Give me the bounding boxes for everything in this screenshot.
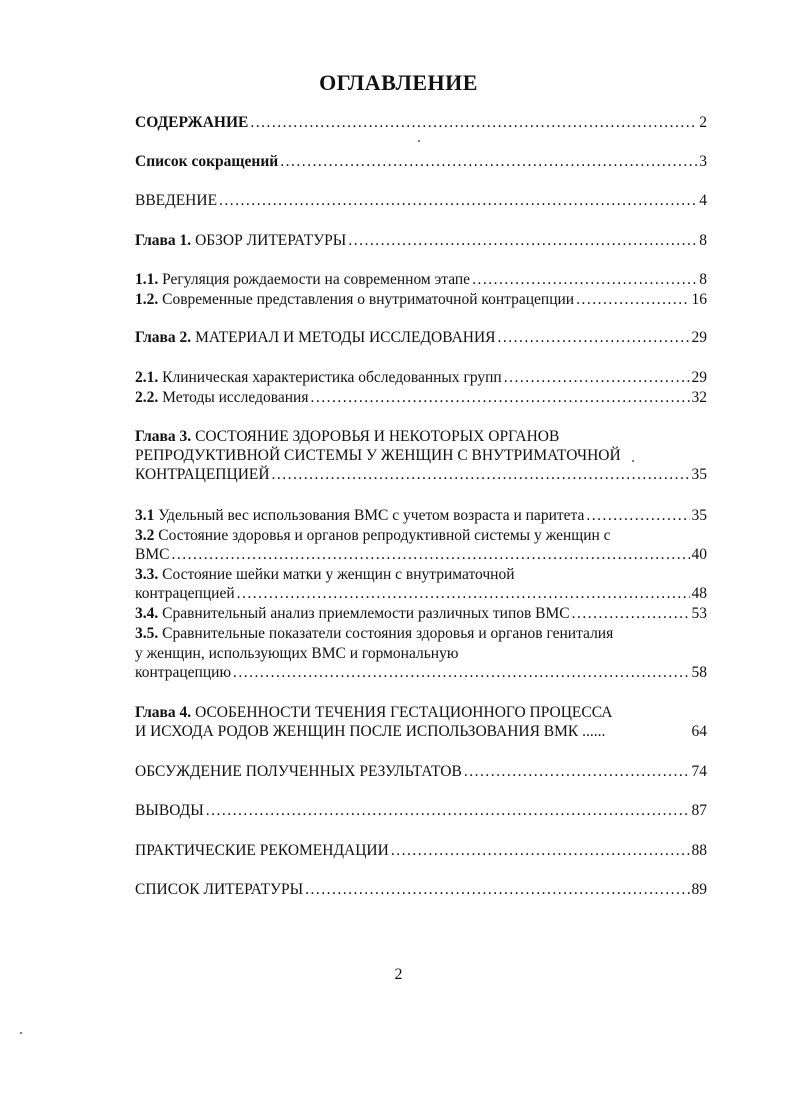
leader-dots — [250, 113, 697, 132]
toc-entry-abbreviations[interactable] — [135, 152, 707, 171]
toc-entry-3-1[interactable] — [135, 506, 707, 525]
toc-entry-label: КОНТРАЦЕПЦИЕЙ — [135, 466, 270, 483]
leader-dots — [305, 880, 689, 899]
toc-entry-1-2[interactable] — [135, 290, 707, 309]
leader-dots — [576, 290, 689, 309]
toc-entry-conclusions[interactable] — [135, 801, 707, 820]
leader-dots — [206, 801, 690, 820]
toc-entry-number: 3.5. — [135, 625, 159, 642]
toc-entry-references[interactable] — [135, 880, 707, 899]
toc-entry-label: Методы исследования — [162, 389, 309, 406]
toc-entry-text — [135, 506, 584, 525]
toc-entry-text — [135, 604, 570, 623]
toc-entry-chapter-3-line-3[interactable] — [135, 465, 707, 484]
toc-entry-label: ПРАКТИЧЕСКИЕ РЕКОМЕНДАЦИИ — [135, 842, 389, 859]
toc-entry-page: 8 — [699, 271, 707, 288]
leader-dots — [464, 762, 690, 781]
toc-entry-3-4[interactable] — [135, 604, 707, 623]
scan-artifact — [632, 460, 634, 462]
toc-entry-label: СПИСОК ЛИТЕРАТУРЫ — [135, 881, 304, 898]
toc-entry-3-2-line-2[interactable] — [135, 545, 707, 564]
leader-dots — [472, 270, 697, 289]
toc-entry-label: Сравнительные показатели состояния здоровья и органов гениталия — [162, 625, 614, 642]
page-title: ОГЛАВЛЕНИЕ — [319, 70, 478, 95]
toc-entry-text — [135, 231, 346, 250]
toc-entry-label: ОБСУЖДЕНИЕ ПОЛУЧЕННЫХ РЕЗУЛЬТАТОВ — [135, 763, 462, 780]
toc-entry-label: Удельный вес использования ВМС с учетом возраста и паритета — [158, 507, 585, 524]
toc-entry-label: ВЫВОДЫ — [135, 802, 204, 819]
toc-entry-3-3-line-1[interactable] — [135, 565, 515, 584]
toc-entry-page: 58 — [691, 664, 707, 681]
toc-entry-label: Состояние здоровья и органов репродуктивной системы у женщин с — [158, 527, 611, 544]
toc-entry-page: 29 — [691, 369, 707, 386]
toc-entry-number: Глава 2. — [135, 329, 192, 346]
toc-entry-3-2-line-1[interactable] — [135, 526, 611, 545]
leader-dots — [498, 328, 690, 347]
toc-entry-label: контрацепцией — [135, 585, 235, 602]
toc-entry-label: ВМС — [135, 546, 170, 563]
toc-entry-page: 2 — [699, 114, 707, 131]
toc-entry-label: Список сокращений — [135, 153, 279, 170]
leader-dots — [391, 841, 690, 860]
toc-entry-page: 88 — [691, 842, 707, 859]
toc-entry-number: 2.1. — [135, 369, 159, 386]
toc-entry-label: контрацепцию — [135, 664, 232, 681]
toc-entry-2-1[interactable] — [135, 368, 707, 387]
toc-entry-1-1[interactable] — [135, 270, 707, 289]
toc-entry-introduction[interactable] — [135, 191, 707, 210]
toc-entry-number: 2.2. — [135, 389, 159, 406]
toc-entry-number: 3.3. — [135, 566, 159, 583]
toc-entry-number: 3.1 — [135, 507, 155, 524]
toc-entry-2-2[interactable] — [135, 388, 707, 407]
toc-entry-recommendations[interactable] — [135, 841, 707, 860]
toc-entry-label: РЕПРОДУКТИВНОЙ СИСТЕМЫ У ЖЕНЩИН С ВНУТРИМАТОЧНОЙ — [135, 447, 621, 464]
toc-entry-number: Глава 4. — [135, 704, 192, 721]
leader-dots — [219, 191, 697, 210]
toc-entry-page: 35 — [691, 466, 707, 483]
toc-entry-label: Современные представления о внутриматочной контрацепции — [162, 291, 575, 308]
toc-entry-label: у женщин, использующих ВМС и гормональную — [135, 645, 459, 662]
toc-entry-page: 32 — [691, 389, 707, 406]
scan-artifact — [418, 140, 420, 142]
toc-entry-label: ВВЕДЕНИЕ — [135, 192, 218, 209]
toc-entry-page: 8 — [699, 232, 707, 249]
toc-entry-page: 35 — [691, 507, 707, 524]
toc-entry-label: СОДЕРЖАНИЕ — [135, 114, 249, 131]
toc-entry-3-3-line-2[interactable] — [135, 584, 707, 603]
leader-dots — [237, 584, 690, 603]
leader-dots — [280, 152, 697, 171]
toc-entry-chapter-1[interactable] — [135, 231, 707, 250]
toc-entry-label: И ИСХОДА РОДОВ ЖЕНЩИН ПОСЛЕ ИСПОЛЬЗОВАНИЯ ВМК ...... — [135, 723, 606, 740]
toc-entry-page: 87 — [691, 802, 707, 819]
toc-entry-page: 4 — [699, 192, 707, 209]
toc-entry-discussion[interactable] — [135, 762, 707, 781]
toc-entry-chapter-3-line-1[interactable] — [135, 427, 559, 446]
leader-dots — [272, 465, 690, 484]
toc-entry-text — [135, 290, 574, 309]
toc-entry-text — [135, 388, 308, 407]
leader-dots — [572, 604, 690, 623]
toc-entry-chapter-4-line-1[interactable] — [135, 703, 613, 722]
toc-entry-number: Глава 3. — [135, 428, 192, 445]
toc-entry-text — [135, 270, 470, 289]
page-number: 2 — [394, 966, 403, 983]
toc-entry-chapter-4-line-2[interactable] — [135, 722, 707, 741]
toc-entry-text — [135, 368, 502, 387]
leader-dots — [504, 368, 690, 387]
toc-entry-page: 29 — [691, 329, 707, 346]
toc-entry-number: 3.4. — [135, 605, 159, 622]
leader-dots — [348, 231, 697, 250]
toc-entry-number: 3.2 — [135, 527, 155, 544]
toc-entry-number: 1.2. — [135, 291, 159, 308]
scan-artifact — [20, 1032, 22, 1034]
toc-entry-number: Глава 1. — [135, 232, 192, 249]
toc-entry-3-5-line-2[interactable] — [135, 644, 458, 663]
toc-entry-page: 16 — [691, 291, 707, 308]
leader-dots — [310, 388, 689, 407]
toc-entry-chapter-2[interactable] — [135, 328, 707, 347]
toc-entry-label: ОСОБЕННОСТИ ТЕЧЕНИЯ ГЕСТАЦИОННОГО ПРОЦЕССА — [195, 704, 613, 721]
toc-entry-3-5-line-1[interactable] — [135, 624, 613, 643]
toc-entry-page: 48 — [691, 585, 707, 602]
toc-entry-page: 53 — [691, 605, 707, 622]
toc-entry-label: Сравнительный анализ приемлемости различных типов ВМС — [162, 605, 570, 622]
leader-dots — [586, 506, 689, 525]
toc-entry-number: 1.1. — [135, 271, 159, 288]
toc-entry-label: СОСТОЯНИЕ ЗДОРОВЬЯ И НЕКОТОРЫХ ОРГАНОВ — [195, 428, 560, 445]
toc-entry-text — [135, 328, 496, 347]
toc-entry-3-5-line-3[interactable] — [135, 663, 707, 682]
toc-entry-label: ОБЗОР ЛИТЕРАТУРЫ — [195, 232, 347, 249]
leader-dots — [171, 545, 689, 564]
toc-entry-label: Регуляция рождаемости на современном этапе — [162, 271, 471, 288]
toc-entry-contents[interactable] — [135, 113, 707, 132]
toc-entry-page: 3 — [699, 153, 707, 170]
toc-entry-label: Состояние шейки матки у женщин с внутриматочной — [162, 566, 515, 583]
leader-dots — [233, 663, 689, 682]
toc-entry-label: Клиническая характеристика обследованных групп — [162, 369, 502, 386]
toc-entry-page: 74 — [691, 763, 707, 780]
toc-entry-page: 64 — [691, 723, 707, 740]
toc-entry-page: 40 — [691, 546, 707, 563]
toc-entry-page: 89 — [691, 881, 707, 898]
toc-entry-label: МАТЕРИАЛ И МЕТОДЫ ИССЛЕДОВАНИЯ — [195, 329, 496, 346]
toc-entry-chapter-3-line-2[interactable] — [135, 446, 621, 465]
